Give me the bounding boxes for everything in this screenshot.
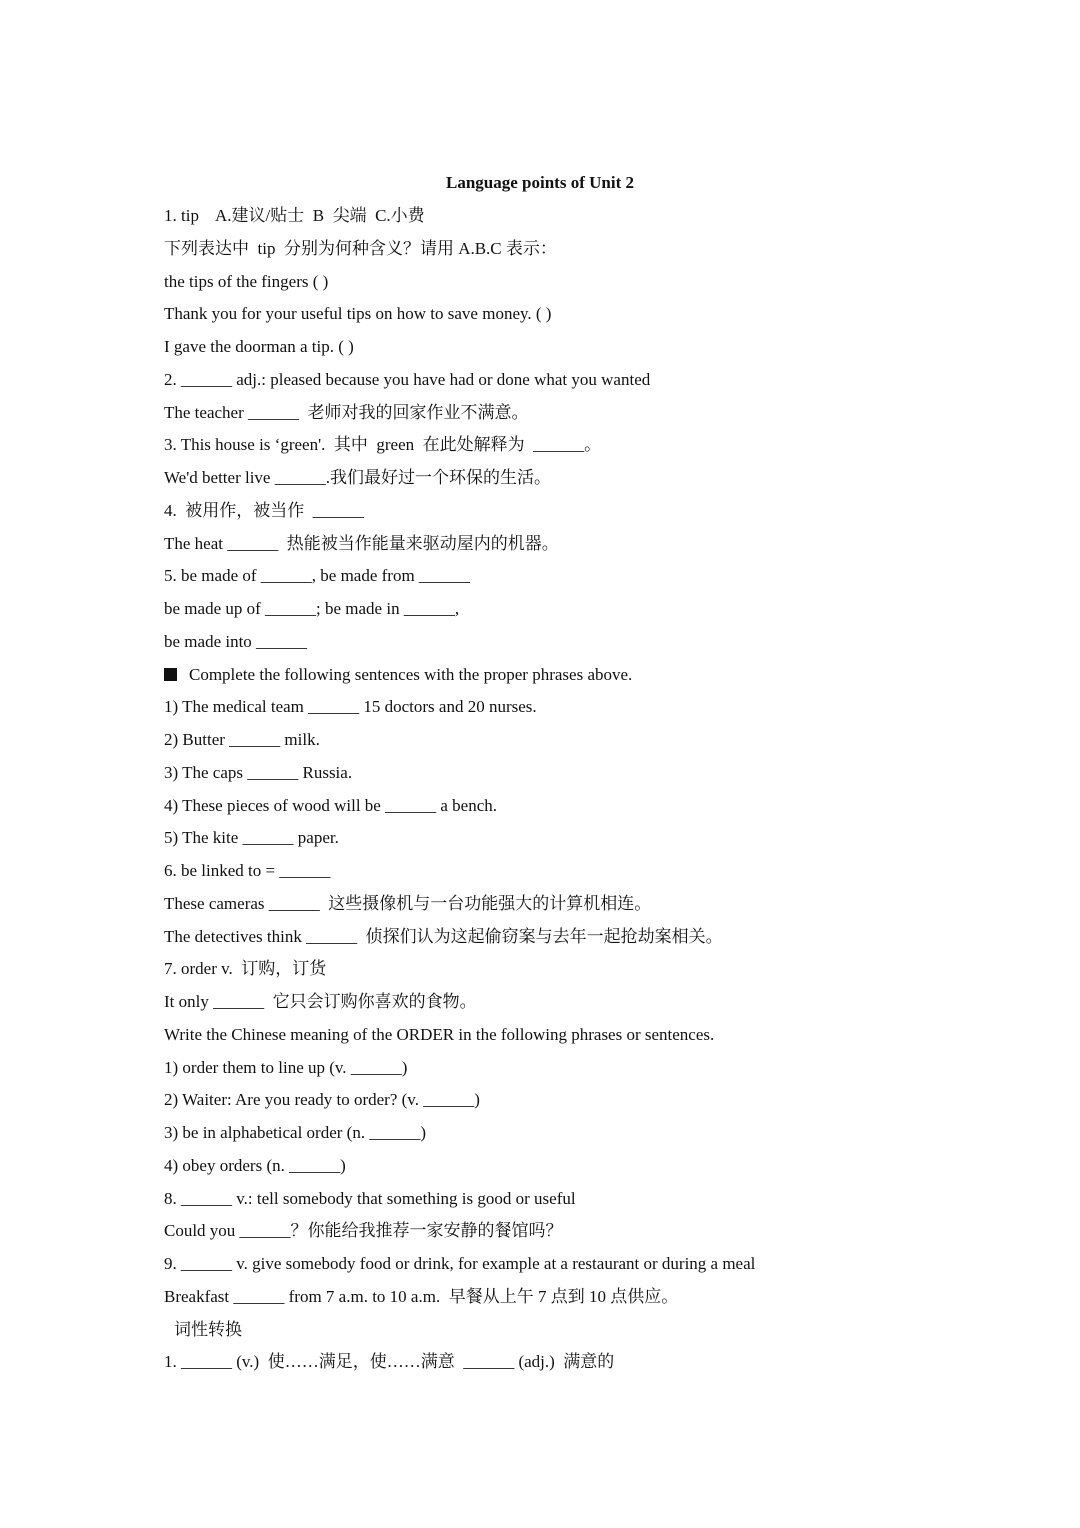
item-1-example: Thank you for your useful tips on how to save money. ( ) [164,304,552,324]
item-6-heading: 6. be linked to = ______ [164,861,331,880]
item-7-phrase: 3) be in alphabetical order (n. ______) [164,1123,426,1142]
worksheet-body [164,202,1004,1381]
item-2-definition: 2. ______ adj.: pleased because you have had or done what you wanted [164,369,651,389]
item-2-example: The teacher ______ 老师对我的回家作业不满意。 [164,402,529,422]
item-6-example: The detectives think ______ 侦探们认为这起偷窃案与去年一起抢劫案相关。 [164,926,723,946]
item-1-instruction: 下列表达中 tip 分别为何种含义？请用 A.B.C 表示： [164,238,557,258]
exercise-sentence: 3) The caps ______ Russia. [164,762,353,782]
item-3-example: We'd better live ______.我们最好过一个环保的生活。 [164,468,551,487]
exercise-instruction [164,661,1004,694]
exercise-sentence: 4) These pieces of wood will be ______ a bench. [164,795,497,815]
item-8-example: Could you ______？你能给我推荐一家安静的餐馆吗？ [164,1221,563,1241]
item-5-phrases: 5. be made of ______, be made from ______ [164,566,470,586]
item-9-example: Breakfast ______ from 7 a.m. to 10 a.m. 早餐从上午 7 点到 10 点供应。 [164,1286,679,1306]
word-form-heading: 词性转换 [174,1319,242,1339]
item-7-instruction: Write the Chinese meaning of the ORDER in the following phrases or sentences. [164,1024,715,1044]
item-1-example: the tips of the fingers ( ) [164,271,329,291]
page-title: Language points of Unit 2 [446,173,634,192]
item-3-question: 3. This house is ‘green'. 其中 green 在此处解释为 ______。 [164,435,602,455]
item-4-example: The heat ______ 热能被当作能量来驱动屋内的机器。 [164,533,559,553]
exercise-instruction-text: Complete the following sentences with the proper phrases above. [189,664,633,684]
word-form-item: 1. ______ (v.) 使……满足，使……满意 ______ (adj.) 满意的 [164,1352,615,1372]
exercise-sentence: 5) The kite ______ paper. [164,828,339,848]
item-1-tip-heading: 1. tip A.建议/贴士 B 尖端 C.小费 [164,206,425,225]
exercise-sentence: 2) Butter ______ milk. [164,730,320,749]
item-8-definition: 8. ______ v.: tell somebody that something is good or useful [164,1188,576,1208]
item-7-phrase: 1) order them to line up (v. ______) [164,1057,408,1077]
square-bullet-icon [164,668,177,681]
item-5-phrases: be made up of ______; be made in ______, [164,599,460,618]
item-6-example: These cameras ______ 这些摄像机与一台功能强大的计算机相连。 [164,893,652,913]
item-9-definition: 9. ______ v. give somebody food or drink, for example at a restaurant or during a meal [164,1254,756,1273]
item-5-phrases: be made into ______ [164,631,308,651]
item-1-example: I gave the doorman a tip. ( ) [164,337,354,356]
item-4-heading: 4. 被用作，被当作 ______ [164,500,364,520]
item-7-heading: 7. order v. 订购，订货 [164,959,327,979]
item-7-phrase: 2) Waiter: Are you ready to order? (v. ______) [164,1090,480,1110]
item-7-phrase: 4) obey orders (n. ______) [164,1155,346,1175]
exercise-sentence: 1) The medical team ______ 15 doctors and 20 nurses. [164,697,537,717]
item-7-example: It only ______ 它只会订购你喜欢的食物。 [164,992,477,1011]
